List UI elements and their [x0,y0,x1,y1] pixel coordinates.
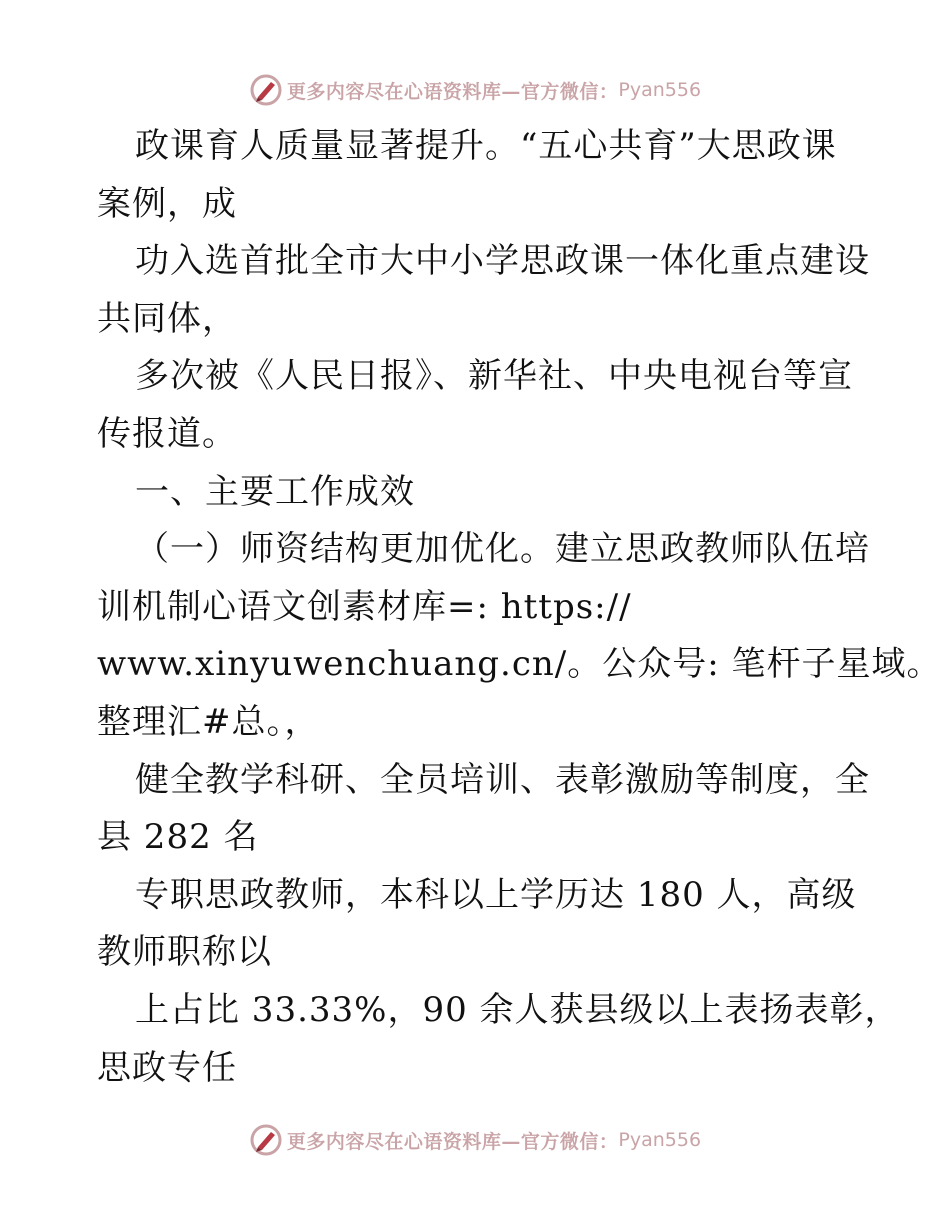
watermark-wechat-id: Pyan556 [618,79,702,101]
body-line: 案例，成 [97,183,237,224]
body-line: 整理汇#总。， [97,701,320,742]
document-body [97,118,942,1097]
body-line: 县 282 名 [97,817,259,858]
body-line: 上占比 33.33%，90 余人获县级以上表扬表彰， [135,989,900,1030]
pen-circle-logo-icon [249,1123,283,1157]
body-line: 功入选首批全市大中小学思政课一体化重点建设 [135,241,870,282]
body-line: 共同体， [97,298,237,339]
pen-circle-logo-icon [249,73,283,107]
body-line: 思政专任 [97,1047,237,1088]
body-line: www.xinyuwenchuang.cn/。公众号: 笔杆子星域。 [97,644,942,685]
watermark-text: 更多内容尽在心语资料库—官方微信： [286,1130,619,1153]
body-line: 传报道。 [97,413,237,454]
footer-watermark-banner [0,1120,950,1160]
header-watermark-banner [0,70,950,110]
watermark-wechat-id: Pyan556 [618,1129,702,1151]
body-line: 健全教学科研、全员培训、表彰激励等制度，全 [135,759,870,800]
watermark-text: 更多内容尽在心语资料库—官方微信： [286,80,619,103]
body-line: 教师职称以 [97,932,272,973]
body-line: 多次被《人民日报》、新华社、中央电视台等宣 [135,356,853,397]
body-line: 训机制心语文创素材库=: https:// [97,586,632,627]
body-line: 政课育人质量显著提升。“五心共育”大思政课 [135,126,837,166]
subsection-heading: （一）师资结构更加优化。建立思政教师队伍培 [135,529,870,570]
body-line: 专职思政教师，本科以上学历达 180 人，高级 [135,874,857,915]
section-heading: 一、主要工作成效 [135,471,415,512]
